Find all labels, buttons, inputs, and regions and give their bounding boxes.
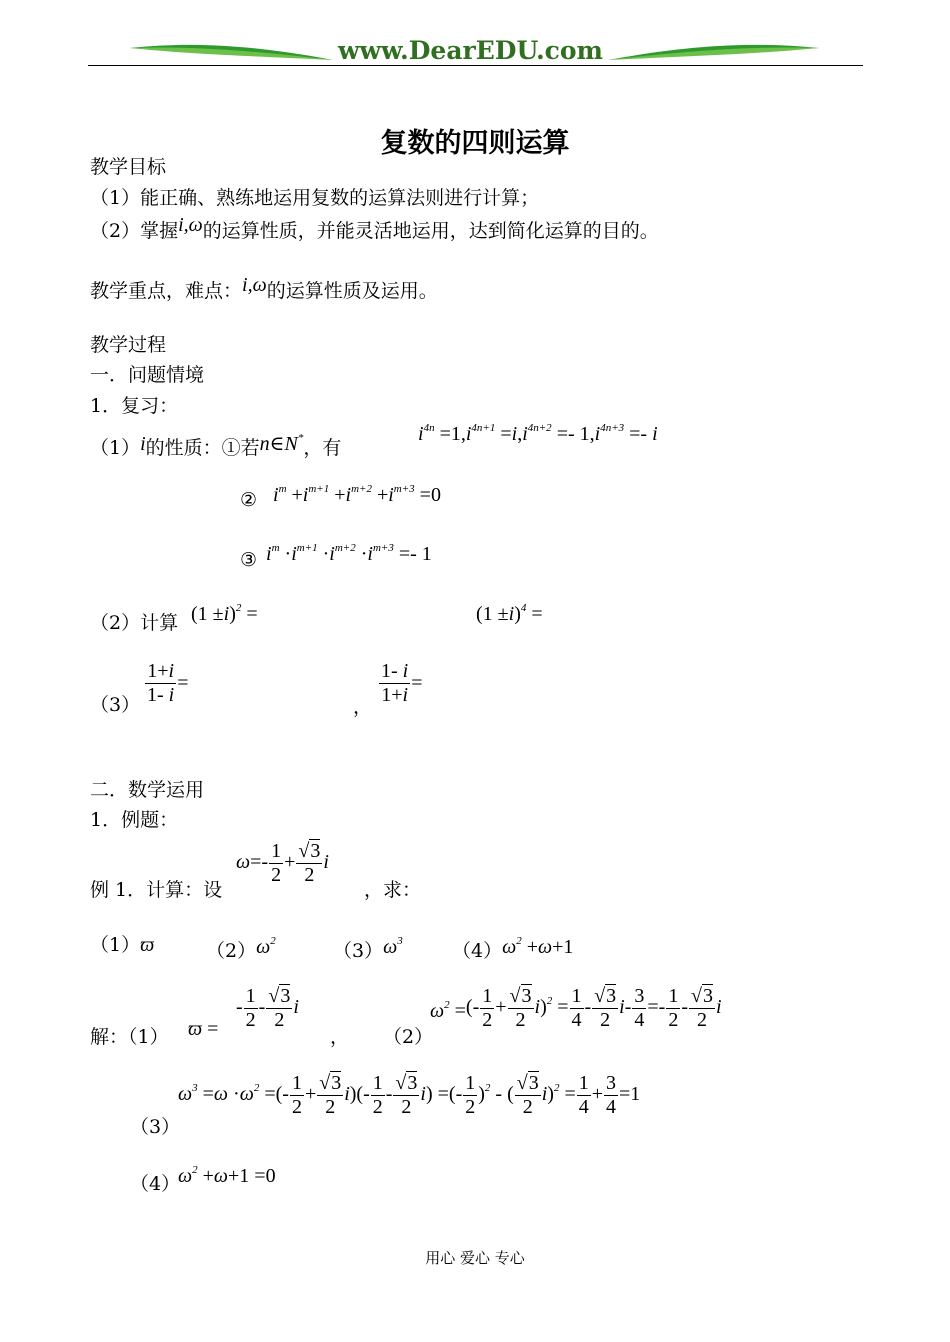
question-label: （4）	[452, 940, 503, 962]
key-points-suffix: 的运算性质及运用。	[266, 280, 438, 302]
formula-omega-cubed: $\omega^3$	[383, 935, 403, 958]
item-label: （1）	[90, 437, 141, 459]
header-rule	[88, 65, 863, 66]
formula-omega-def: ω=- $\frac{1}{2}$ + $\frac{√3}{2}$ i	[236, 840, 329, 886]
formula-omega-bar: ϖ	[140, 934, 155, 956]
section-2-heading: 二．数学运用	[90, 779, 205, 801]
question-label: （2）	[206, 940, 257, 962]
formula-i-powers: $i^{4n} =1,i^{4n+1} =i,i^{4n+2} =- 1,i^{4n+3} =- i$	[418, 422, 658, 445]
review-heading: 1．复习：	[90, 395, 179, 417]
question-4	[452, 933, 573, 963]
compute-label: （2）计算	[90, 612, 179, 634]
formula-omega-bar-value: - $\frac{1}{2}$ - $\frac{√3}{2}$ i	[236, 985, 299, 1031]
formula-solution-2: $\omega^2$ =(- $\frac{1}{2}$ + $\frac{√3}{2}$ i)$^2$ = $\frac{1}{4}$ - $\frac{√3}{2}$ i- $\frac{3}{4}$ =- $\frac{1}{2}$ - $\frac{√3}{2}$ i	[430, 985, 722, 1031]
circle-3: ③	[240, 549, 258, 571]
question-3	[333, 933, 403, 963]
objective-1: （1）能正确、熟练地运用复数的运算法则进行计算；	[90, 187, 540, 209]
formula-solution-4: $\omega^2 +\omega+1 =0$	[178, 1164, 276, 1187]
objective-2	[90, 214, 659, 243]
property-line-1	[90, 430, 341, 460]
process-heading: 教学过程	[90, 334, 167, 356]
formula-omega-squared: $\omega^2$	[256, 935, 276, 958]
document-title: 复数的四则运算	[380, 128, 570, 159]
question-label: （3）	[333, 940, 384, 962]
comma: ，	[353, 696, 373, 718]
formula-i-omega: i,ω	[242, 274, 267, 296]
formula-solution-3: $\omega^3 =\omega \cdot\omega^2$ =(- $\frac{1}{2}$ + $\frac{√3}{2}$ i)(- $\frac{1}{2}$ - $\frac{√3}{2}$ i) =(- $\frac{1}{2}$ )$^2$ - ( $\frac{√3}{2}$ i)$^2$ = $\frac{1}{4}$ + $\frac{3}{4}$ =1	[178, 1072, 641, 1118]
formula-product-powers: $i^m \cdot i^{m+1} \cdot i^{m+2} \cdot i^{m+3} =- 1$	[266, 542, 432, 565]
swoosh-left-icon	[128, 40, 338, 66]
item-3-label: （3）	[90, 694, 141, 716]
formula-square: $(1 \pm i)^2$ =	[191, 602, 258, 625]
objectives-heading: 教学目标	[90, 156, 167, 178]
property-text: 的性质：①若	[145, 437, 260, 459]
circle-2: ②	[240, 489, 258, 511]
footer-slogan: 用心 爱心 专心	[425, 1249, 525, 1267]
examples-heading: 1．例题：	[90, 809, 179, 831]
key-points-prefix: 教学重点，难点：	[90, 280, 243, 302]
example-1-prefix: 例 1．计算：设	[90, 879, 223, 901]
formula-n-in-n-star: n∈N*	[259, 432, 304, 455]
property-have: ，有	[303, 437, 342, 459]
formula-i: i	[140, 433, 146, 455]
formula-sum-powers: $i^m +i^{m+1} +i^{m+2} +i^{m+3} =0$	[273, 483, 441, 506]
objective-2-prefix: （2）掌握	[90, 220, 179, 242]
solution-2-label: （2）	[383, 1026, 434, 1048]
solution-4-label: （4）	[130, 1173, 181, 1195]
formula-fraction-2: $\frac{1- i}{1+i}$ =	[381, 660, 423, 706]
objective-2-suffix: 的运算性质，并能灵活地运用，达到简化运算的目的。	[202, 220, 659, 242]
solution-3-label: （3）	[130, 1116, 181, 1138]
formula-fourth-power: $(1 \pm i)^4$ =	[476, 602, 543, 625]
question-2	[206, 933, 276, 963]
section-1-heading: 一．问题情境	[90, 364, 205, 386]
question-1	[90, 933, 154, 957]
site-logo: www.DearEDU.com	[338, 36, 604, 65]
formula-omega-poly: $\omega^2 +\omega+1$	[502, 935, 574, 958]
swoosh-right-icon	[606, 40, 821, 66]
formula-i-omega: i,ω	[178, 214, 203, 236]
formula-omega-bar-lhs: ϖ =	[188, 1018, 219, 1040]
formula-fraction-1: $\frac{1+i}{1- i}$ =	[147, 660, 189, 706]
solution-1-label: 解：（1）	[90, 1026, 169, 1048]
solution-comma: ，	[330, 1026, 350, 1048]
example-1-suffix: ，求：	[364, 879, 422, 901]
key-points	[90, 274, 438, 303]
question-label: （1）	[90, 934, 141, 956]
